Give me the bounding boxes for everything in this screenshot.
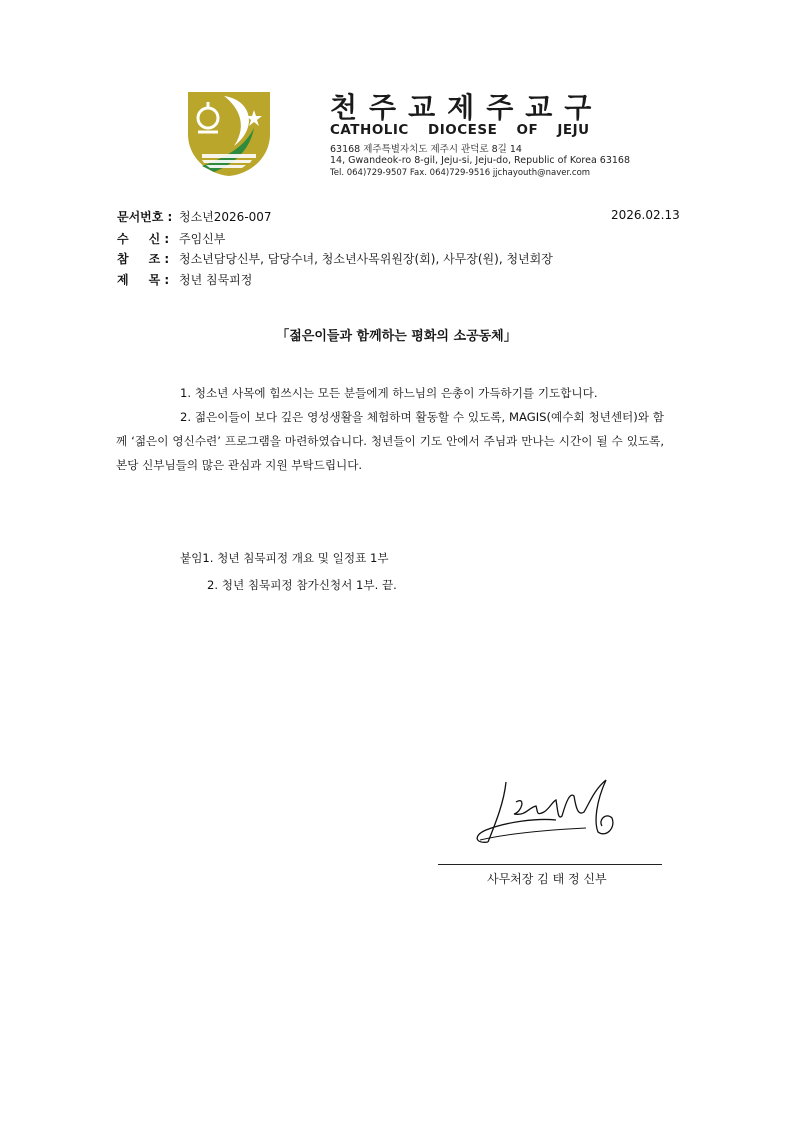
attachment-line-2: 2. 청년 침묵피정 참가신청서 1부. 끝. — [207, 578, 397, 592]
subject-label-a: 제 — [117, 273, 129, 287]
body-paragraph-2 — [116, 405, 664, 477]
document-headline: 「젊은이들과 함께하는 평화의 소공동체」 — [276, 329, 517, 344]
address-kr: 63168 제주특별자치도 제주시 관덕로 8길 14 — [330, 144, 522, 155]
reference-label-b: 조 : — [148, 252, 170, 266]
subject-label-b: 목 : — [148, 273, 170, 287]
doc-number-label: 문서번호 : — [117, 210, 173, 224]
recipient-value: 주임신부 — [179, 232, 226, 246]
address-en: 14, Gwandeok-ro 8-gil, Jeju-si, Jeju-do, Republic of Korea 63168 — [330, 155, 631, 166]
subject-label — [117, 271, 179, 288]
reference-label — [117, 250, 179, 267]
reference-label-a: 참 — [117, 252, 129, 266]
body-paragraph-2-text: 2. 젊은이들이 보다 깊은 영성생활을 체험하며 활동할 수 있도록, MAGIS(예수회 청년센터)와 함께 ‘젊은이 영신수련’ 프로그램을 마련하였습니다. 청년들이 기도 안에서 주님과 만나는 시간이 될 수 있도록, 본당 신부님들의 많은 관심과 지원 부탁드립니다. — [116, 410, 665, 472]
doc-number-row — [117, 208, 272, 225]
doc-number-value: 청소년2026-007 — [179, 210, 272, 224]
org-name-kr: 천주교제주교구 — [330, 91, 604, 124]
handwritten-signature-icon — [466, 772, 626, 852]
recipient-label-a: 수 — [117, 232, 129, 246]
org-name-en: CATHOLIC DIOCESE OF JEJU — [330, 122, 590, 138]
attachment-line-1: 붙임1. 청년 침묵피정 개요 및 일정표 1부 — [180, 551, 389, 565]
recipient-label — [117, 230, 179, 247]
signer-name: 사무처장 김 태 정 신부 — [487, 872, 607, 886]
contact-line: Tel. 064)729-9507 Fax. 064)729-9516 jjchayouth@naver.com — [330, 168, 591, 178]
reference-row — [117, 250, 553, 267]
subject-value: 청년 침묵피정 — [179, 273, 253, 287]
recipient-label-b: 신 : — [148, 232, 170, 246]
signature-line — [438, 864, 662, 865]
reference-value: 청소년담당신부, 담당수녀, 청소년사목위원장(회), 사무장(원), 청년회장 — [179, 252, 553, 266]
diocese-emblem-icon — [184, 88, 274, 178]
body-paragraph-1: 1. 청소년 사목에 힘쓰시는 모든 분들에게 하느님의 은총이 가득하기를 기도합니다. — [180, 386, 598, 400]
recipient-row — [117, 230, 225, 247]
doc-date: 2026.02.13 — [611, 208, 680, 222]
subject-row — [117, 271, 252, 288]
